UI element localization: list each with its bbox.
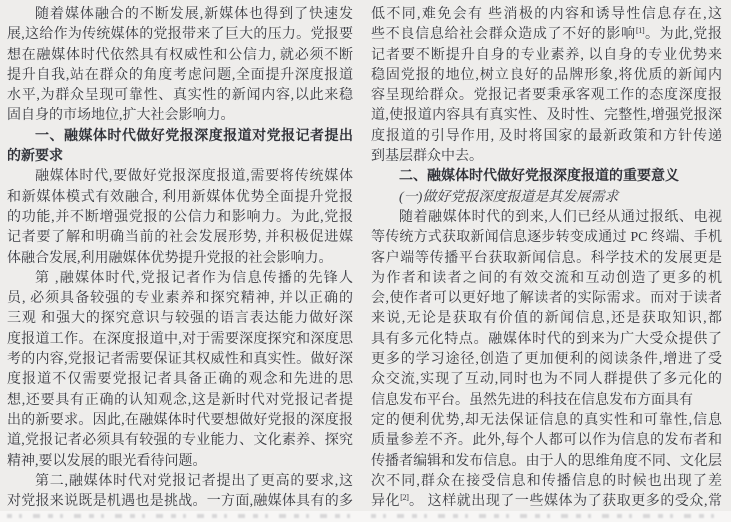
- text-line: 低不同,难免会有 些消极的内容和诱导性信息存在,这: [371, 7, 722, 22]
- text-line: 定的便利优势,却无法保证信息的真实性和可靠性,信息: [371, 412, 722, 428]
- text-line: 展,这给作为传统媒体的党报带来了巨大的压力。党报要: [7, 27, 353, 43]
- text-line: 会,使作者可以更好地了解读者的实际需求。而对于读者: [371, 291, 722, 307]
- text-line: 体融合发展,利用融媒体优势提升党报的社会影响力。: [7, 250, 333, 266]
- text-line: 第 ,融媒体时代,党报记者作为信息传播的先锋人: [35, 270, 353, 286]
- text-line: 记者要了解和明确当前的社会发展形势, 并积极促进媒: [7, 230, 353, 246]
- text-line: 三观 和强大的探究意识与较强的语言表达能力做好深: [7, 311, 353, 327]
- text-line: 稳固党报的地位,树立良好的品牌形象,将优质的新闻内: [371, 67, 722, 83]
- text-line: 度报道的引导作用, 及时将国家的最新政策和方针传递: [371, 128, 722, 144]
- text-line: 想,还要具有正确的认知观念,这是新时代对党报记者提: [7, 392, 353, 408]
- text-line: 随着融媒体时代的到来,人们已经从通过报纸、电视: [399, 209, 722, 225]
- left-column: [7, 5, 353, 512]
- text-line: 随着媒体融合的不断发展,新媒体也得到了快速发: [35, 7, 353, 22]
- text-line: 众交流,实现了互动,同时也为不同人群提供了多元化的: [371, 372, 722, 388]
- text-line: 记者要不断提升自身的专业素养, 以自身的专业优势来: [371, 47, 722, 63]
- text-line: 道,使报道内容具有真实性、及时性、完整性,增强党报深: [371, 108, 722, 124]
- subsection-heading-line: (一)做好党报深度报道是其发展需求: [399, 189, 619, 205]
- text-line: 等传统方式获取新闻信息逐步转变成通过 PC 终端、手机: [371, 230, 722, 246]
- text-line: 融媒体时代,要做好党报深度报道,需要将传统媒体: [35, 169, 353, 185]
- text-line: 员, 必须具备较强的专业素养和探究精神, 并以正确的: [7, 291, 353, 307]
- text-line: 来说,无论是获取有价值的新闻信息,还是获取知识,都: [371, 311, 722, 327]
- text-line: 精神,要以发展的眼光看待问题。: [7, 453, 207, 469]
- text-line: 异化[2]。 这样就出现了一些媒体为了获取更多的受众,常: [371, 492, 722, 510]
- page-bottom-edge: [0, 511, 731, 522]
- text-line: 和新媒体模式有效融合, 利用新媒体优势全面提升党报: [7, 189, 353, 205]
- footnote-marker: [1]: [635, 25, 645, 36]
- text-line: 固自身的市场地位,扩大社会影响力。: [7, 108, 235, 124]
- section-heading-line: 二、融媒体时代做好党报深度报道的重要意义: [399, 169, 679, 185]
- text-line: 度报道工作。在深度报道中,对于需要深度探究和深度思: [7, 331, 353, 347]
- text-line: 的功能,并不断增强党报的公信力和影响力。为此,党报: [7, 209, 353, 225]
- text-line: 想在融媒体时代依然具有权威性和公信力, 就必须不断: [7, 47, 353, 63]
- text-line: 道,党报记者必须具有较强的专业能力、文化素养、探究: [7, 433, 353, 449]
- text-line: 第二,融媒体时代对党报记者提出了更高的要求,这: [35, 473, 353, 489]
- text-line: 水平,为群众呈现可靠性、真实性的新闻内容,以此来稳: [7, 88, 353, 104]
- text-line: 到基层群众中去。: [371, 149, 483, 165]
- text-line: 传播者编辑和发布信息。由于人的思维角度不同、文化层: [371, 453, 722, 469]
- text-line: 出的新要求。因此,在融媒体时代要想做好党报的深度报: [7, 412, 353, 428]
- text-line: 些不良信息给社会群众造成了不好的影响[1]。为此,党报: [371, 25, 722, 43]
- cutoff-text-ghost-left: [7, 514, 353, 518]
- text-line: 次不同,群众在接受信息和传播信息的时候也出现了差: [371, 473, 722, 489]
- text-line: 信息发布平台。虽然先进的科技在信息发布方面具有: [371, 392, 693, 408]
- text-line: 质量参差不齐。此外,每个人都可以作为信息的发布者和: [371, 433, 722, 449]
- text-line: 容呈现给群众。党报记者要秉承客观工作的态度深度报: [371, 88, 722, 104]
- text-line: 提升自我,站在群众的角度考虑问题,全面提升深度报道: [7, 67, 353, 83]
- section-heading-line: 一、融媒体时代做好党报深度报道对党报记者提出: [35, 128, 353, 144]
- right-column: [371, 5, 722, 512]
- text-line: 为作者和读者之间的有效交流和互动创造了更多的机: [371, 270, 722, 286]
- text-line: 更多的学习途径,创造了更加便利的阅读条件,增进了受: [371, 352, 722, 368]
- cutoff-text-ghost-right: [371, 514, 722, 518]
- text-line: 度报道不仅需要党报记者具备正确的观念和先进的思: [7, 372, 353, 388]
- text-line: 考的内容,党报记者需要保证其权威性和真实性。做好深: [7, 352, 353, 368]
- footnote-marker: [2]: [400, 492, 409, 503]
- text-line: 客户端等传播平台获取新闻信息。科学技术的发展更是: [371, 250, 722, 266]
- text-line: 对党报来说既是机遇也是挑战。一方面,融媒体具有的多: [7, 494, 353, 510]
- section-heading-line: 的新要求: [7, 149, 63, 165]
- text-line: 具有多元化特点。融媒体时代的到来为广大受众提供了: [371, 331, 722, 347]
